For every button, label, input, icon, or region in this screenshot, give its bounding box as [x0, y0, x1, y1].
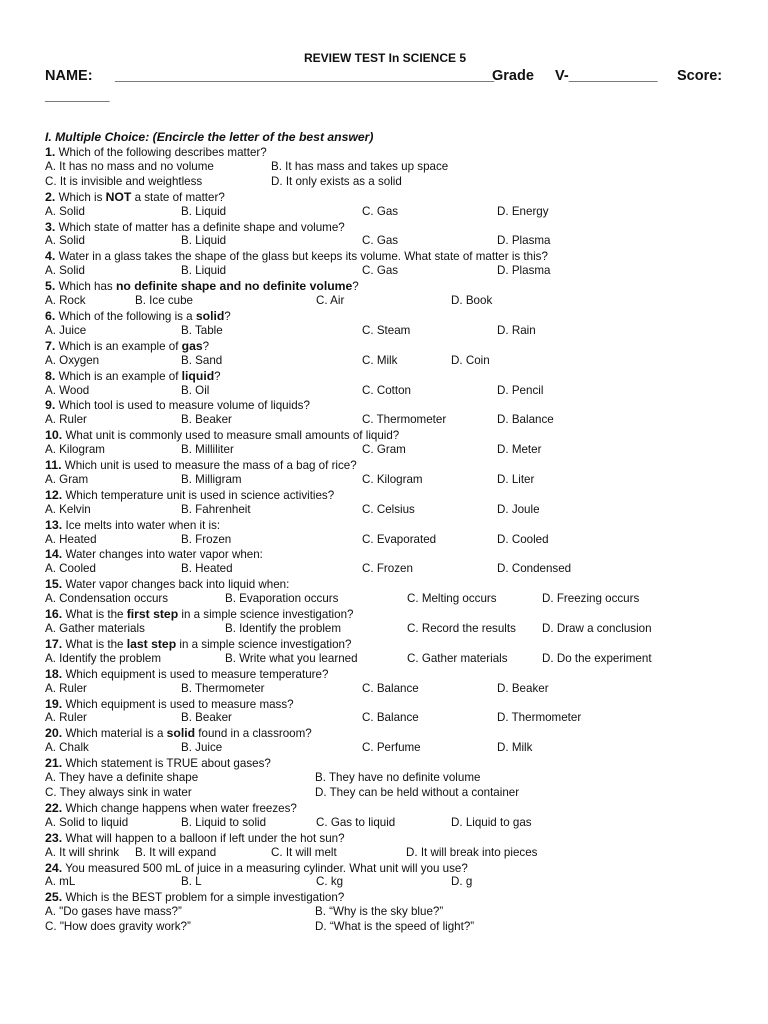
question-text: Which temperature unit is used in science activities? — [65, 488, 335, 502]
answer-option[interactable]: C. Frozen — [362, 562, 413, 576]
answer-option[interactable]: B. Beaker — [181, 711, 232, 725]
answer-option[interactable]: B. Juice — [181, 741, 223, 755]
answer-option[interactable]: D. Condensed — [497, 562, 572, 576]
answer-choices-row — [45, 384, 725, 399]
answer-option[interactable]: D. Plasma — [497, 234, 551, 248]
question-11 — [45, 458, 725, 473]
answer-choices-row — [45, 711, 725, 726]
question-9 — [45, 398, 725, 413]
answer-option[interactable]: A. Identify the problem — [45, 651, 161, 665]
answer-choices-row — [45, 920, 725, 935]
score-label: Score: — [677, 68, 723, 84]
answer-choices-row — [45, 354, 725, 369]
question-number: 14. — [45, 547, 63, 562]
question-text: Water vapor changes back into liquid when: — [65, 578, 290, 592]
answer-option[interactable]: D. They can be held without a container — [315, 785, 520, 799]
answer-option[interactable]: D. Do the experiment — [542, 651, 652, 665]
question-number: 15. — [45, 577, 63, 592]
grade-blank: V-___________ — [555, 68, 658, 84]
name-label: NAME: — [45, 68, 93, 84]
question-list — [45, 145, 725, 935]
question-text: Which equipment is used to measure mass? — [65, 697, 294, 711]
answer-option[interactable]: C. Celsius — [362, 502, 415, 516]
answer-option[interactable]: A. Ruler — [45, 711, 87, 725]
answer-option[interactable]: C. They always sink in water — [45, 785, 192, 799]
question-13 — [45, 518, 725, 533]
answer-choices-row — [45, 622, 725, 637]
name-grade-score-row — [45, 66, 725, 86]
question-text: Which is — [58, 190, 106, 204]
answer-option[interactable]: D. Book — [451, 294, 493, 308]
answer-option[interactable]: D. Rain — [497, 323, 536, 337]
question-text: What unit is commonly used to measure small amounts of liquid? — [65, 429, 400, 443]
question-4 — [45, 249, 725, 264]
answer-option[interactable]: C. Gather materials — [407, 651, 508, 665]
answer-option[interactable]: A. Solid to liquid — [45, 815, 129, 829]
question-emphasis: solid — [195, 308, 225, 323]
answer-option[interactable]: B. Identify the problem — [225, 622, 341, 635]
answer-option[interactable]: A. Cooled — [45, 562, 96, 576]
answer-option[interactable]: B. Liquid — [181, 204, 227, 218]
question-number: 18. — [45, 666, 63, 681]
answer-option[interactable]: D. Pencil — [497, 383, 544, 397]
question-number: 8. — [45, 368, 56, 383]
question-emphasis: no definite shape and no definite volume — [115, 279, 353, 294]
question-number: 24. — [45, 860, 63, 875]
question-number: 10. — [45, 428, 63, 443]
answer-option[interactable]: B. Liquid to solid — [181, 815, 267, 829]
question-number: 17. — [45, 636, 63, 651]
question-2 — [45, 190, 725, 205]
answer-choices-row — [45, 234, 725, 249]
answer-option[interactable]: C. Gram — [362, 443, 406, 457]
question-number: 21. — [45, 756, 63, 771]
answer-choices-row — [45, 324, 725, 339]
answer-option[interactable]: B. L — [181, 875, 202, 889]
answer-choices-row — [45, 592, 725, 607]
answer-option[interactable]: D. Thermometer — [497, 711, 582, 725]
question-emphasis: gas — [181, 338, 203, 353]
question-text: Which statement is TRUE about gases? — [65, 757, 271, 771]
answer-option[interactable]: C. Steam — [362, 323, 411, 337]
answer-choices-row — [45, 294, 725, 309]
page-title: REVIEW TEST In SCIENCE 5 — [303, 51, 467, 65]
answer-option[interactable]: C. Thermometer — [362, 413, 447, 427]
question-text: Ice melts into water when it is: — [65, 518, 221, 532]
question-text: Which state of matter has a definite shape and volume? — [58, 220, 345, 234]
question-22 — [45, 801, 725, 816]
answer-choices-row — [45, 443, 725, 458]
question-emphasis: first step — [126, 607, 179, 622]
answer-choices-row — [45, 473, 725, 488]
answer-option[interactable]: C. It will melt — [271, 845, 337, 859]
question-3 — [45, 220, 725, 235]
answer-option[interactable]: A. Juice — [45, 323, 87, 337]
answer-option[interactable]: C. Gas — [362, 204, 399, 218]
answer-option[interactable]: D. Liquid to gas — [451, 815, 532, 829]
answer-option[interactable]: A. Kilogram — [45, 443, 105, 457]
answer-option[interactable]: C. Melting occurs — [407, 592, 497, 606]
answer-option[interactable]: B. Oil — [181, 383, 210, 397]
answer-choices-row — [45, 533, 725, 548]
question-text: Which is the BEST problem for a simple investigation? — [65, 891, 345, 905]
question-21 — [45, 756, 725, 771]
answer-option[interactable]: A. Gram — [45, 472, 89, 486]
question-emphasis: last step — [126, 636, 177, 651]
answer-option[interactable]: A. It has no mass and no volume — [45, 159, 214, 173]
answer-option[interactable]: B. Thermometer — [181, 681, 265, 695]
answer-option[interactable]: A. Rock — [45, 294, 86, 308]
question-15 — [45, 577, 725, 592]
answer-choices-row — [45, 875, 725, 890]
answer-option[interactable]: D. g — [451, 875, 473, 889]
answer-option[interactable]: A. mL — [45, 875, 76, 889]
question-text: What will happen to a balloon if left under the hot sun? — [65, 831, 345, 845]
question-text: What is the — [65, 608, 127, 622]
answer-option[interactable]: D. Meter — [497, 443, 542, 457]
question-number: 16. — [45, 607, 63, 622]
answer-option[interactable]: B. Milligram — [181, 472, 242, 486]
answer-option[interactable]: B. Heated — [181, 562, 233, 576]
question-24 — [45, 861, 725, 876]
answer-option[interactable]: B. Beaker — [181, 413, 232, 427]
answer-option[interactable]: C. "How does gravity work?” — [45, 920, 191, 934]
answer-option[interactable]: D. Milk — [497, 741, 533, 755]
answer-option[interactable]: C. Milk — [362, 353, 398, 367]
question-19 — [45, 697, 725, 712]
question-1 — [45, 145, 725, 160]
answer-option[interactable]: B. “Why is the sky blue?” — [315, 905, 444, 919]
answer-option[interactable]: A. It will shrink — [45, 845, 120, 859]
answer-option[interactable]: D. Liter — [497, 472, 535, 486]
question-emphasis: liquid — [181, 368, 215, 383]
answer-choices-row — [45, 503, 725, 518]
score-blank: ________ — [45, 88, 110, 104]
question-text: Which of the following describes matter? — [58, 146, 267, 159]
question-number: 12. — [45, 487, 63, 502]
question-emphasis: solid — [166, 726, 196, 741]
answer-option[interactable]: A. Solid — [45, 264, 85, 278]
answer-option[interactable]: A. Ruler — [45, 413, 87, 427]
question-text-end: a state of matter? — [131, 190, 225, 204]
answer-option[interactable]: C. Evaporated — [362, 532, 437, 546]
question-text: Which material is a — [65, 727, 167, 741]
section-title: I. Multiple Choice: (Encircle the letter of the best answer) — [45, 130, 374, 144]
question-text-end: ? — [352, 280, 359, 294]
answer-option[interactable]: D. It only exists as a solid — [271, 174, 402, 188]
answer-option[interactable]: C. Perfume — [362, 741, 421, 755]
answer-option[interactable]: A. Chalk — [45, 741, 89, 755]
answer-option[interactable]: D. Joule — [497, 502, 540, 516]
answer-option[interactable]: C. Record the results — [407, 622, 516, 635]
question-20 — [45, 726, 725, 741]
question-8 — [45, 369, 725, 384]
answer-option[interactable]: A. Solid — [45, 234, 85, 248]
answer-option[interactable]: B. Milliliter — [181, 443, 234, 457]
question-number: 20. — [45, 726, 63, 741]
question-14 — [45, 547, 725, 562]
answer-choices-row — [45, 905, 725, 920]
question-16 — [45, 607, 725, 622]
question-text-end: ? — [224, 309, 231, 323]
answer-option[interactable]: A. Gather materials — [45, 622, 145, 635]
worksheet-page — [45, 50, 725, 935]
answer-option[interactable]: C. Balance — [362, 681, 419, 695]
answer-option[interactable]: C. Gas — [362, 264, 399, 278]
question-number: 1. — [45, 145, 56, 159]
answer-option[interactable]: C. It is invisible and weightless — [45, 174, 203, 188]
answer-option[interactable]: A. Oxygen — [45, 353, 100, 367]
answer-option[interactable]: D. Coin — [451, 353, 490, 367]
question-number: 19. — [45, 696, 63, 711]
answer-option[interactable]: A. Kelvin — [45, 502, 91, 516]
answer-option[interactable]: B. Sand — [181, 353, 223, 367]
question-18 — [45, 667, 725, 682]
answer-option[interactable]: C. Air — [316, 294, 345, 308]
question-number: 22. — [45, 800, 63, 815]
answer-choices-row — [45, 771, 725, 786]
answer-option[interactable]: C. kg — [316, 875, 344, 889]
question-emphasis: NOT — [105, 189, 132, 204]
answer-option[interactable]: C. Kilogram — [362, 472, 423, 486]
question-number: 5. — [45, 279, 56, 294]
question-number: 2. — [45, 189, 56, 204]
answer-option[interactable]: D. Balance — [497, 413, 554, 427]
grade-label: Grade — [492, 68, 534, 84]
answer-choices-row — [45, 175, 725, 190]
answer-choices-row — [45, 652, 725, 667]
answer-option[interactable]: B. Table — [181, 323, 223, 337]
question-text: Which equipment is used to measure temperature? — [65, 667, 329, 681]
question-text: Which is an example of — [58, 339, 182, 353]
question-text: What is the — [65, 637, 127, 651]
answer-option[interactable]: C. Gas — [362, 234, 399, 248]
answer-option[interactable]: B. Fahrenheit — [181, 502, 251, 516]
question-10 — [45, 428, 725, 443]
question-text: Which has — [58, 280, 116, 294]
answer-option[interactable]: B. It has mass and takes up space — [271, 159, 449, 173]
question-number: 7. — [45, 338, 56, 353]
question-text: Which of the following is a — [58, 309, 196, 323]
question-text-end: ? — [202, 339, 210, 353]
question-number: 9. — [45, 398, 56, 413]
answer-option[interactable]: A. Heated — [45, 532, 97, 546]
question-number: 25. — [45, 890, 63, 905]
answer-choices-row — [45, 562, 725, 577]
answer-option[interactable]: A. "Do gases have mass?” — [45, 905, 182, 919]
question-text-end: ? — [214, 369, 221, 383]
answer-option[interactable]: B. Frozen — [181, 532, 232, 546]
question-text: Which is an example of — [58, 369, 182, 383]
question-text-end: found in a classroom? — [195, 727, 312, 741]
answer-option[interactable]: D. Draw a conclusion — [542, 622, 652, 635]
answer-option[interactable]: D. It will break into pieces — [406, 845, 538, 859]
question-25 — [45, 890, 725, 905]
question-text-end: in a simple science investigation? — [176, 637, 352, 651]
answer-option[interactable]: B. It will expand — [135, 845, 217, 859]
question-12 — [45, 488, 725, 503]
answer-option[interactable]: A. Solid — [45, 204, 85, 218]
question-17 — [45, 637, 725, 652]
question-7 — [45, 339, 725, 354]
question-5 — [45, 279, 725, 294]
question-text: Water changes into water vapor when: — [65, 548, 263, 562]
question-text: Which change happens when water freezes? — [65, 801, 297, 815]
answer-choices-row — [45, 846, 725, 861]
question-text: Water in a glass takes the shape of the glass but keeps its volume. What state of matter is this? — [58, 250, 548, 264]
question-text: Which tool is used to measure volume of liquids? — [58, 399, 310, 413]
answer-choices-row — [45, 160, 725, 175]
answer-choices-row — [45, 264, 725, 279]
answer-option[interactable]: C. Balance — [362, 711, 419, 725]
answer-choices-row — [45, 786, 725, 801]
answer-choices-row — [45, 413, 725, 428]
name-blank: _______________________________________________ — [115, 68, 495, 84]
answer-option[interactable]: C. Cotton — [362, 383, 411, 397]
answer-option[interactable]: B. Ice cube — [135, 294, 194, 308]
answer-option[interactable]: D. Cooled — [497, 532, 549, 546]
answer-option[interactable]: D. “What is the speed of light?” — [315, 920, 475, 934]
answer-choices-row — [45, 741, 725, 756]
question-text-end: in a simple science investigation? — [178, 608, 354, 622]
answer-option[interactable]: C. Gas to liquid — [316, 815, 396, 829]
question-number: 11. — [45, 458, 62, 473]
answer-option[interactable]: B. Evaporation occurs — [225, 592, 339, 606]
question-23 — [45, 831, 725, 846]
question-number: 13. — [45, 517, 63, 532]
answer-option[interactable]: D. Energy — [497, 204, 549, 218]
answer-option[interactable]: A. They have a definite shape — [45, 771, 199, 785]
answer-choices-row — [45, 816, 725, 831]
answer-option[interactable]: B. Liquid — [181, 264, 227, 278]
question-number: 23. — [45, 830, 63, 845]
answer-option[interactable]: B. They have no definite volume — [315, 771, 481, 785]
answer-option[interactable]: A. Condensation occurs — [45, 592, 169, 606]
answer-option[interactable]: A. Ruler — [45, 681, 87, 695]
answer-option[interactable]: D. Freezing occurs — [542, 592, 640, 606]
question-number: 6. — [45, 308, 56, 323]
question-text: You measured 500 mL of juice in a measuring cylinder. What unit will you use? — [65, 861, 468, 875]
question-number: 4. — [45, 249, 56, 264]
question-text: Which unit is used to measure the mass of a bag of rice? — [64, 459, 357, 473]
answer-option[interactable]: B. Liquid — [181, 234, 227, 248]
answer-option[interactable]: A. Wood — [45, 383, 90, 397]
answer-option[interactable]: D. Plasma — [497, 264, 551, 278]
answer-choices-row — [45, 682, 725, 697]
answer-option[interactable]: D. Beaker — [497, 681, 549, 695]
answer-choices-row — [45, 205, 725, 220]
question-6 — [45, 309, 725, 324]
question-number: 3. — [45, 219, 56, 234]
answer-option[interactable]: B. Write what you learned — [225, 651, 358, 665]
